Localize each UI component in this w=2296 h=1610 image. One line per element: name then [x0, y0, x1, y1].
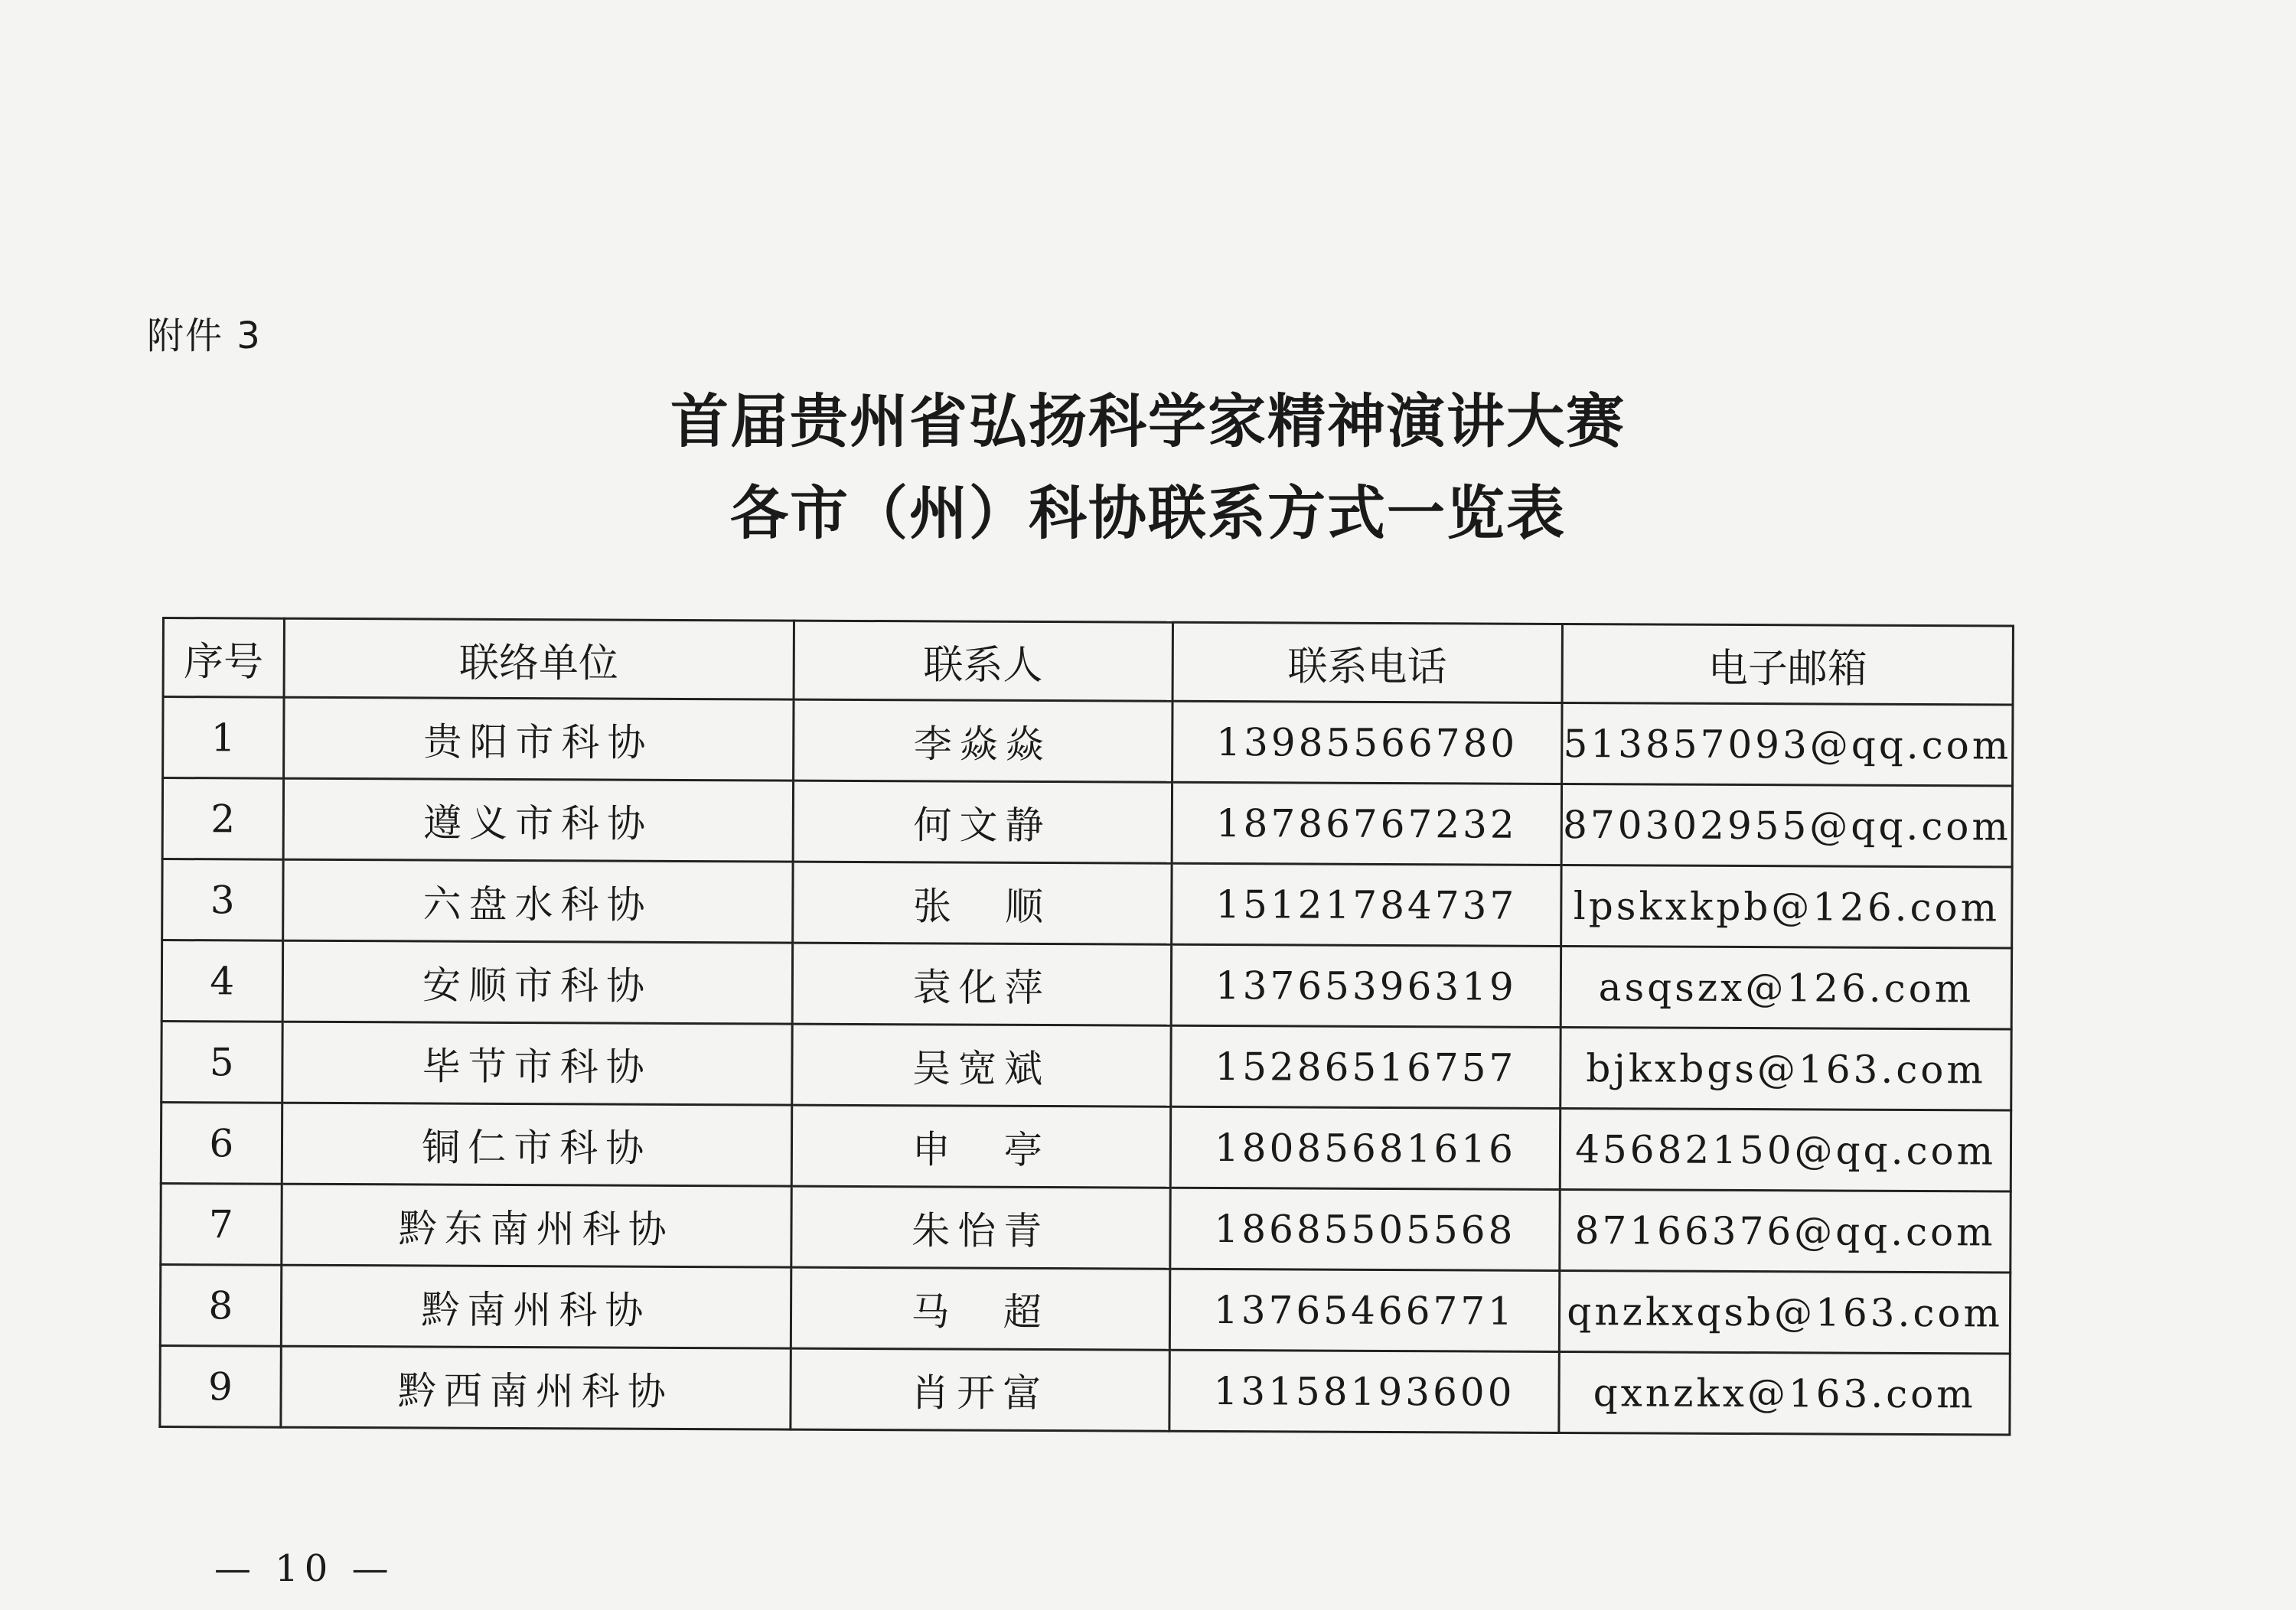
row-email: 870302955@qq.com [1561, 784, 2012, 867]
row-email: lpskxkpb@126.com [1561, 865, 2012, 948]
row-contact-person: 张 顺 [792, 862, 1171, 944]
row-contact-person: 袁化萍 [792, 943, 1171, 1025]
row-contact-person: 朱怡青 [791, 1186, 1170, 1269]
row-unit: 遵义市科协 [283, 778, 794, 862]
row-contact-person: 李焱焱 [793, 699, 1172, 782]
page-number: — 10 — [214, 1547, 395, 1590]
row-email: 87166376@qq.com [1560, 1189, 2011, 1273]
row-index: 5 [161, 1022, 282, 1103]
table-row [161, 1022, 2011, 1111]
table-header-row [163, 618, 2013, 706]
row-index: 6 [161, 1103, 282, 1185]
row-index: 3 [162, 859, 283, 941]
row-email: qxnzkx@163.com [1559, 1351, 2010, 1435]
row-email: qnzkxqsb@163.com [1560, 1270, 2011, 1354]
row-contact-person: 吴宽斌 [791, 1024, 1170, 1106]
row-unit: 安顺市科协 [282, 940, 793, 1024]
header-email: 电子邮箱 [1562, 624, 2013, 705]
row-unit: 六盘水科协 [282, 859, 793, 943]
row-phone: 13985566780 [1172, 701, 1562, 784]
table-row [160, 1264, 2010, 1354]
row-unit: 黔西南州科协 [281, 1346, 791, 1429]
row-unit: 毕节市科协 [282, 1022, 792, 1105]
table-row [162, 778, 2012, 868]
header-index: 序号 [163, 618, 284, 698]
row-email: 513857093@qq.com [1562, 702, 2013, 786]
attachment-label: 附件 3 [147, 315, 262, 357]
row-unit: 铜仁市科协 [282, 1103, 792, 1186]
header-contact-person: 联系人 [794, 621, 1172, 701]
table-row [163, 697, 2013, 787]
row-phone: 15121784737 [1171, 863, 1561, 946]
row-unit: 贵阳市科协 [283, 697, 794, 781]
row-phone: 13765466771 [1169, 1269, 1560, 1351]
row-contact-person: 何文静 [793, 781, 1172, 863]
row-index: 7 [161, 1183, 282, 1265]
table-row [160, 1345, 2010, 1435]
row-index: 2 [162, 778, 283, 860]
row-index: 1 [163, 697, 284, 779]
row-contact-person: 申 亭 [791, 1105, 1170, 1188]
row-phone: 18786767232 [1172, 782, 1562, 865]
row-email: asqszx@126.com [1561, 946, 2011, 1029]
row-contact-person: 马 超 [791, 1267, 1169, 1350]
header-phone: 联系电话 [1172, 622, 1563, 702]
table-row [162, 859, 2012, 949]
table-row [161, 1183, 2011, 1273]
row-phone: 18685505568 [1169, 1188, 1560, 1270]
row-phone: 13158193600 [1169, 1350, 1559, 1432]
table-row [161, 940, 2011, 1030]
row-email: 45682150@qq.com [1560, 1108, 2011, 1191]
row-index: 8 [160, 1264, 281, 1346]
row-unit: 黔南州科协 [281, 1265, 791, 1348]
table-row [161, 1103, 2011, 1192]
row-phone: 13765396319 [1171, 944, 1561, 1027]
row-index: 9 [160, 1345, 281, 1427]
row-unit: 黔东南州科协 [281, 1184, 791, 1267]
document-title-line-2: 各市（州）科协联系方式一览表 [730, 479, 1566, 547]
contact-table [158, 617, 2014, 1436]
row-phone: 15286516757 [1170, 1025, 1561, 1108]
row-phone: 18085681616 [1170, 1106, 1561, 1189]
header-unit: 联络单位 [284, 618, 794, 699]
row-contact-person: 肖开富 [791, 1348, 1169, 1431]
row-index: 4 [161, 940, 282, 1022]
document-title-line-1: 首届贵州省弘扬科学家精神演讲大赛 [670, 387, 1626, 455]
row-email: bjkxbgs@163.com [1561, 1027, 2011, 1110]
